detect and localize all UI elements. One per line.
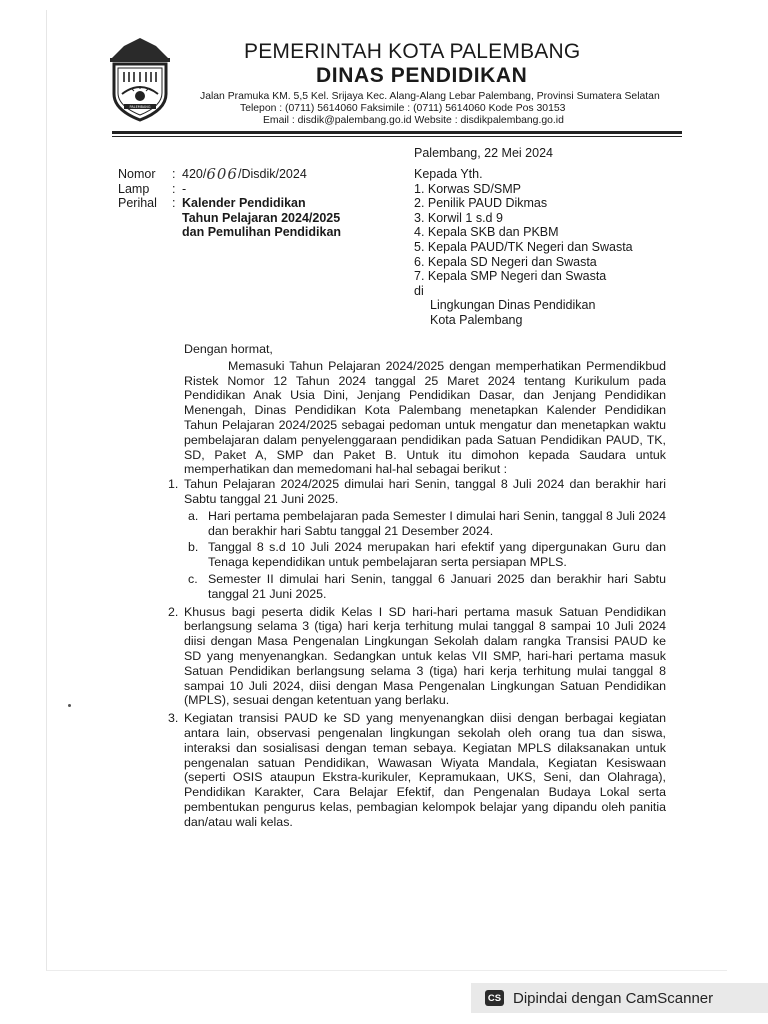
letter-meta: [118, 167, 341, 240]
lamp-label: Lamp: [118, 181, 150, 196]
sub-point-item: [188, 572, 666, 602]
sub-point-letter: c.: [188, 571, 198, 586]
perihal-line: Kalender Pendidikan: [182, 196, 306, 210]
camscanner-text: Dipindai dengan CamScanner: [513, 989, 714, 1007]
lamp-row: [118, 182, 341, 197]
point-text: Tahun Pelajaran 2024/2025 dimulai hari Senin, tanggal 8 Juli 2024 dan berakhir hari Sabtu tanggal 21 Juni 2025.: [184, 477, 666, 506]
lamp-value: -: [182, 181, 187, 196]
nomor-prefix: 420/: [182, 167, 207, 181]
nomor-handwritten: 606: [206, 165, 238, 183]
recipient-list: [414, 182, 633, 284]
recipient-location: [414, 298, 633, 327]
point-text: Khusus bagi peserta didik Kelas I SD hari-hari pertama masuk Satuan Pendidikan berlangsung selama 3 (tiga) hari kerja terhitung mulai tanggal 8 sampai 10 Juli 2024 diisi dengan Masa Pengenalan Lingkungan Sekolah dalam rangka Transisi PAUD ke SD yang menyenangkan. Sedangkan untuk kelas VII SMP, hari-hari pertama masuk Satuan Pendidikan berlangsung selama 3 (tiga) hari kerja terhitung mulai tanggal 8 sampai 10 Juli 2024, diisi dengan Masa Pengenalan Lingkungan Satuan Pendidikan (MPLS), sesuai dengan ketentuan yang berlaku.: [184, 604, 666, 708]
government-name: PEMERINTAH KOTA PALEMBANG: [244, 40, 581, 63]
point-number: 3.: [168, 711, 179, 726]
scan-speck: [68, 704, 71, 707]
recipient-item: 2. Penilik PAUD Dikmas: [414, 196, 548, 211]
letterhead-rule: [112, 131, 682, 134]
agency-name: DINAS PENDIDIKAN: [316, 64, 528, 87]
recipient-item: 5. Kepala PAUD/TK Negeri dan Swasta: [414, 239, 633, 254]
recipient-di: di: [414, 283, 424, 298]
perihal-value: [182, 196, 341, 240]
recipient-item: 7. Kepala SMP Negeri dan Swasta: [414, 269, 607, 284]
sub-point-letter: a.: [188, 508, 199, 523]
recipient-heading: Kepada Yth.: [414, 167, 483, 181]
letterhead-phone: Telepon : (0711) 5614060 Faksimile : (0711) 5614060 Kode Pos 30153: [240, 103, 566, 114]
point-number: 1.: [168, 477, 179, 492]
point-number: 2.: [168, 604, 179, 619]
palembang-emblem-icon: [104, 36, 176, 122]
camscanner-watermark: [471, 983, 768, 1013]
recipient-item: 6. Kepala SD Negeri dan Swasta: [414, 254, 597, 269]
recipient-block: [414, 167, 633, 328]
perihal-label: Perihal: [118, 196, 157, 210]
letterhead-email: Email : disdik@palembang.go.id Website : disdikpalembang.go.id: [263, 115, 564, 126]
sub-point-item: [188, 509, 666, 539]
place-and-date: Palembang, 22 Mei 2024: [414, 146, 553, 160]
point-item: [168, 477, 666, 601]
recipient-item: 4. Kepala SKB dan PKBM: [414, 225, 559, 240]
point-item: [168, 711, 666, 829]
sub-point-text: Hari pertama pembelajaran pada Semester I dimulai hari Senin, tanggal 8 Juli 2024 dan berakhir hari Sabtu tanggal 21 Desember 2024.: [208, 508, 666, 538]
sub-point-text: Semester II dimulai hari Senin, tanggal 6 Januari 2025 dan berakhir hari Sabtu tanggal 21 Juni 2025.: [208, 571, 666, 601]
perihal-line: dan Pemulihan Pendidikan: [182, 225, 342, 239]
camscanner-logo-icon: CS: [485, 990, 504, 1006]
colon: :: [172, 196, 176, 210]
intro-paragraph: Memasuki Tahun Pelajaran 2024/2025 dengan memperhatikan Permendikbud Ristek Nomor 12 Tahun 2024 tanggal 25 Maret 2024 tentang Kurikulum pada Pendidikan Anak Usia Dini, Jenjang Pendidikan Dasar, dan Jenjang Pendidikan Menengah, Dinas Pendidikan Kota Palembang menetapkan Kalender Pendidikan Tahun Pelajaran 2024/2025 sebagai pedoman untuk mengatur dan menetapkan waktu pembelajaran dalam penyelenggaraan pendidikan pada Satuan Pendidikan PAUD, TK, SD, Paket A, SMP dan Paket B. Untuk itu dimohon kepada Saudara untuk memperhatikan dan memedomani hal-hal sebagai berikut :: [184, 358, 666, 477]
sub-point-text: Tanggal 8 s.d 10 Juli 2024 merupakan hari efektif yang dipergunakan Guru dan Tenaga kependidikan untuk pembelajaran serta persiapan MPLS.: [208, 540, 666, 570]
recipient-item: 1. Korwas SD/SMP: [414, 181, 521, 196]
sub-points-list: [184, 509, 666, 602]
points-list: [168, 477, 666, 829]
sub-point-letter: b.: [188, 540, 199, 555]
colon: :: [172, 167, 176, 181]
recipient-item: 3. Korwil 1 s.d 9: [414, 210, 503, 225]
point-text: Kegiatan transisi PAUD ke SD yang menyenangkan diisi dengan berbagai kegiatan antara lain, observasi pengenalan lingkungan sekolah oleh orang tua dan siswa, interaksi dan sosialisasi dengan teman sebaya. Kegiatan MPLS dilaksanakan untuk pengenalan satuan Pendidikan, Wawasan Wiyata Mandala, Kegiatan Kesiswaan (seperti OSIS ataupun Ekstra-kurikuler, Kepramukaan, UKS, Seni, dan Olahraga), Pendidikan Karakter, Cara Belajar Efektif, dan Pengenalan Budaya Lokal serta pembentukan pengurus kelas, pembagian kelompok belajar yang dipandu oleh panitia dan/atau wali kelas.: [184, 711, 666, 829]
letterhead-rule-thin: [112, 136, 682, 137]
letter-body: [168, 342, 666, 830]
nomor-row: [118, 167, 341, 182]
colon: :: [172, 181, 176, 196]
nomor-suffix: /Disdik/2024: [237, 167, 307, 181]
recipient-location-line: Lingkungan Dinas Pendidikan: [430, 298, 596, 313]
perihal-line: Tahun Pelajaran 2024/2025: [182, 210, 341, 225]
sub-point-item: [188, 540, 666, 570]
nomor-label: Nomor: [118, 167, 156, 181]
recipient-location-line: Kota Palembang: [430, 312, 523, 327]
letterhead-address: Jalan Pramuka KM. 5,5 Kel. Srijaya Kec. Alang-Alang Lebar Palembang, Provinsi Sumatera Selatan: [200, 91, 660, 102]
emblem-banner-text: PALEMBANG: [129, 105, 151, 109]
perihal-row: [118, 196, 341, 240]
salutation: Dengan hormat,: [184, 342, 273, 356]
point-item: [168, 605, 666, 709]
